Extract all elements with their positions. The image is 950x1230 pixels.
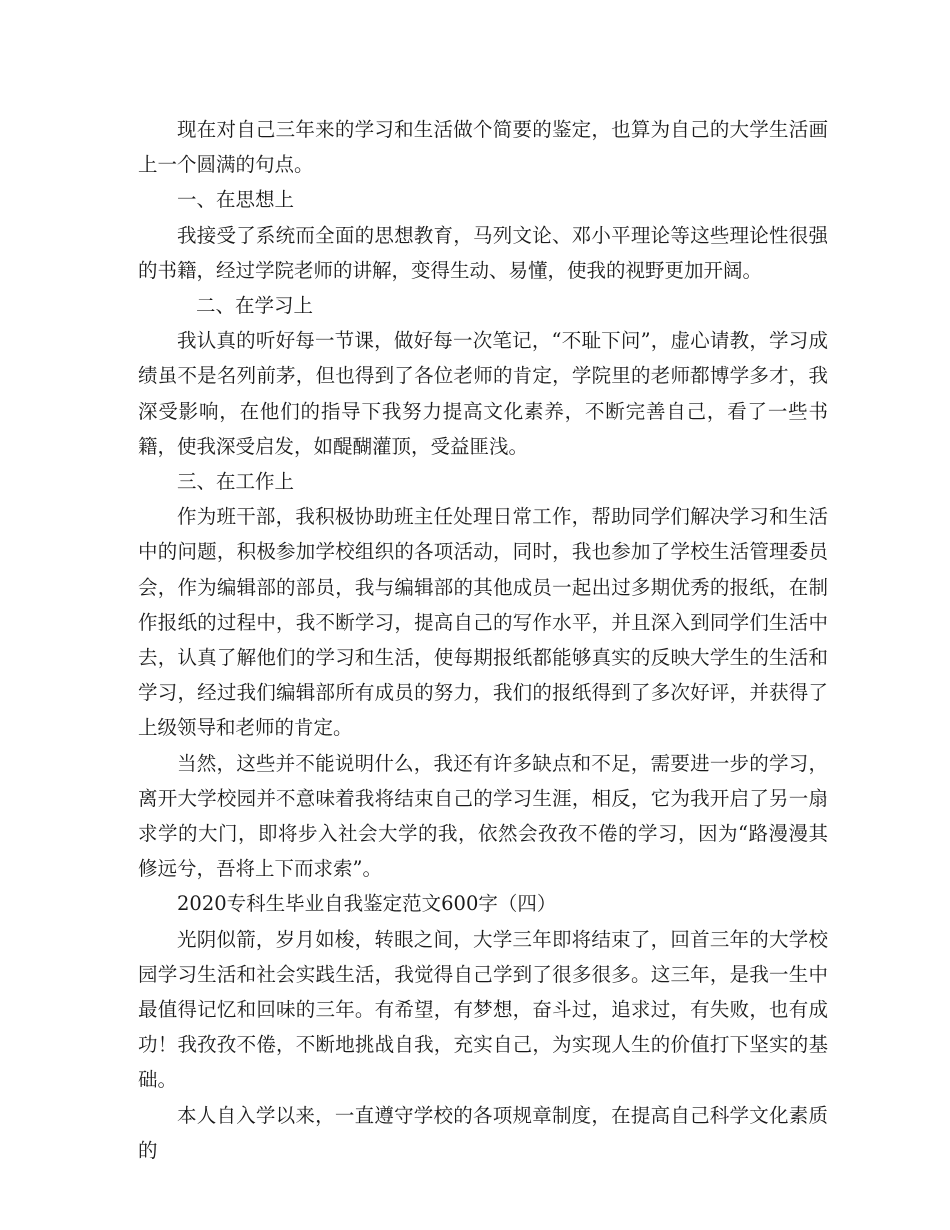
- section-heading-thought: 一、在思想上: [177, 188, 295, 212]
- essay-body-paragraph: 本人自入学以来，一直遵守学校的各项规章制度，在提高自己科学文化素质的: [138, 1103, 828, 1162]
- work-paragraph: 作为班干部，我积极协助班主任处理日常工作，帮助同学们解决学习和生活中的问题，积极参加学校组织的各项活动，同时，我也参加了学校生活管理委员会，作为编辑部的部员，我与编辑部的其他成员一起出过多期优秀的报纸，在制作报纸的过程中，我不断学习，提高自己的写作水平，并且深入到同学们生活中去，认真了解他们的学习和生活，使每期报纸都能够真实的反映大学生的生活和学习，经过我们编辑部所有成员的努力，我们的报纸得到了多次好评，并获得了上级领导和老师的肯定。: [138, 505, 828, 740]
- essay-title: 2020专科生毕业自我鉴定范文600字（四）: [177, 892, 557, 916]
- study-paragraph: 我认真的听好每一节课，做好每一次笔记，“不耻下问”，虚心请教，学习成绩虽不是名列前茅，但也得到了各位老师的肯定，学院里的老师都博学多才，我深受影响，在他们的指导下我努力提高文化素养，不断完善自己，看了一些书籍，使我深受启发，如醍醐灌顶，受益匪浅。: [138, 329, 828, 458]
- section-heading-work: 三、在工作上: [177, 470, 295, 494]
- thought-paragraph: 我接受了系统而全面的思想教育，马列文论、邓小平理论等这些理论性很强的书籍，经过学院老师的讲解，变得生动、易懂，使我的视野更加开阔。: [138, 223, 828, 282]
- conclusion-paragraph: 当然，这些并不能说明什么，我还有许多缺点和不足，需要进一步的学习，离开大学校园并不意味着我将结束自己的学习生涯，相反，它为我开启了另一扇求学的大门，即将步入社会大学的我，依然会孜孜不倦的学习，因为“路漫漫其修远兮，吾将上下而求索”。: [138, 751, 828, 881]
- intro-paragraph: 现在对自己三年来的学习和生活做个简要的鉴定，也算为自己的大学生活画上一个圆满的句点。: [138, 118, 828, 177]
- section-heading-study: 二、在学习上: [196, 294, 314, 318]
- document-body: [138, 112, 828, 1168]
- essay-intro-paragraph: 光阴似箭，岁月如梭，转眼之间，大学三年即将结束了，回首三年的大学校园学习生活和社会实践生活，我觉得自己学到了很多很多。这三年，是我一生中最值得记忆和回味的三年。有希望，有梦想，奋斗过，追求过，有失败，也有成功！我孜孜不倦，不断地挑战自我，充实自己，为实现人生的价值打下坚实的基础。: [138, 927, 828, 1092]
